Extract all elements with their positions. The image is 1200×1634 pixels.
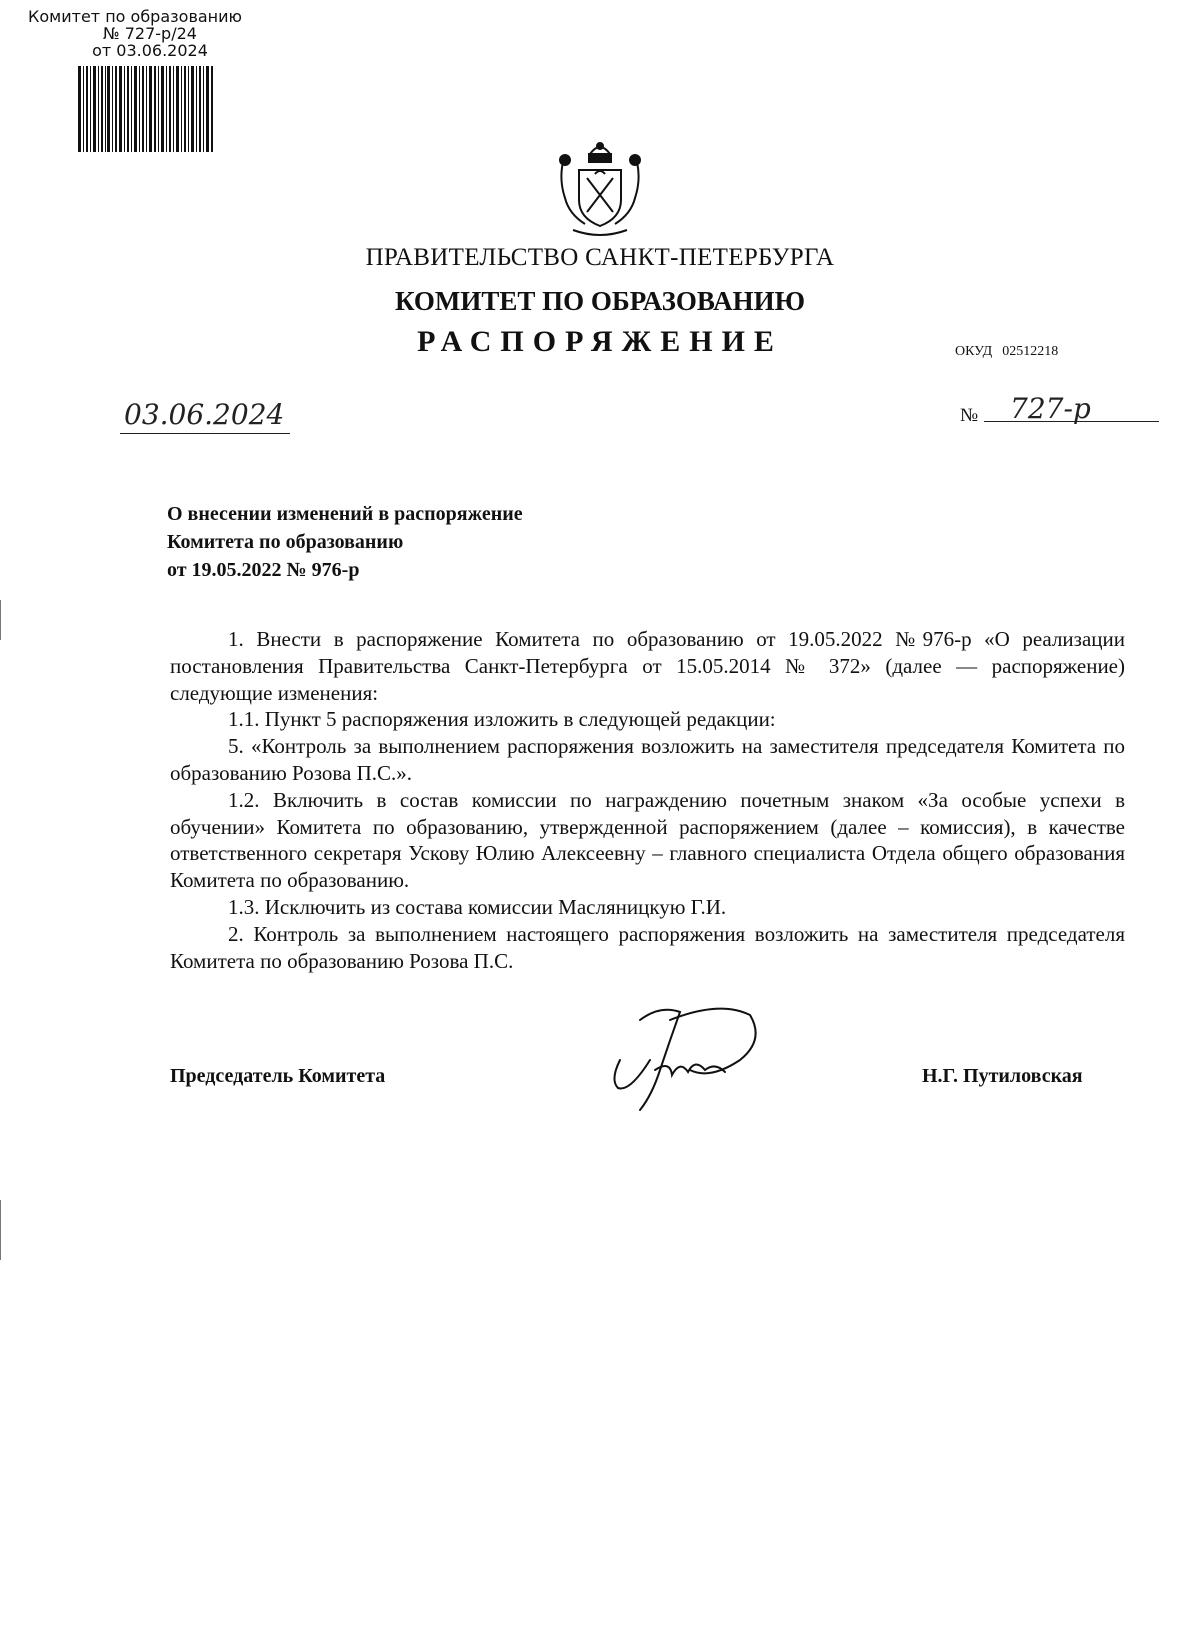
government-name: ПРАВИТЕЛЬСТВО САНКТ-ПЕТЕРБУРГА <box>365 244 835 271</box>
paragraph-1-2: 1.2. Включить в состав комиссии по награждению почетным знаком «За особые успехи в обучении» Комитета по образованию, утвержденной распоряжением (далее – комиссия), в качестве ответственного секретаря Ускову Юлию Алексеевну – главного специалиста Отдела общего образования Комитета по образованию. <box>170 787 1125 893</box>
handwritten-signature <box>600 1000 780 1120</box>
paragraph-1-3: 1.3. Исключить из состава комиссии Масляницкую Г.И. <box>228 894 727 919</box>
stamp-number: № 727-р/24 <box>103 24 197 43</box>
committee-name: КОМИТЕТ ПО ОБРАЗОВАНИЮ <box>394 286 806 316</box>
paragraph-1: 1. Внести в распоряжение Комитета по образованию от 19.05.2022 №976-р «О реализации постановления Правительства Санкт-Петербурга от 15.05.2014 № 372» (далее — распоряжение) следующие изменения: <box>170 627 1125 705</box>
paragraph-1-1: 1.1. Пункт 5 распоряжения изложить в следующей редакции: <box>228 707 776 732</box>
stamp-org: Комитет по образованию <box>28 7 242 26</box>
signatory-name: Н.Г. Путиловская <box>922 1065 1083 1087</box>
registration-stamp <box>20 8 280 59</box>
paragraph-5-text: 5. «Контроль за выполнением распоряжения возложить на заместителя председателя Комитета по образованию Розова П.С.». <box>170 734 1125 785</box>
document-number: 727-р <box>1010 392 1091 425</box>
scan-edge-mark <box>0 1200 1 1260</box>
subject-line-3: от 19.05.2022 № 976-р <box>167 559 360 581</box>
barcode <box>78 66 214 152</box>
scan-edge-mark <box>0 600 1 640</box>
document-body <box>170 626 1125 974</box>
coat-of-arms-icon <box>555 140 645 240</box>
subject-line-1: О внесении изменений в распоряжение <box>167 503 523 525</box>
okud-label: ОКУД <box>955 344 993 359</box>
okud-code <box>955 344 1068 360</box>
paragraph-2: 2. Контроль за выполнением настоящего распоряжения возложить на заместителя председателя Комитета по образованию Розова П.С. <box>170 921 1125 973</box>
stamp-date: от 03.06.2024 <box>92 41 208 60</box>
signatory-title: Председатель Комитета <box>170 1065 386 1087</box>
document-type: РАСПОРЯЖЕНИЕ <box>417 325 783 358</box>
document-subject <box>167 500 523 584</box>
document-date: 03.06.2024 <box>120 398 290 434</box>
okud-value: 02512218 <box>1002 344 1059 359</box>
number-label: № <box>960 405 979 426</box>
subject-line-2: Комитета по образованию <box>167 531 404 553</box>
